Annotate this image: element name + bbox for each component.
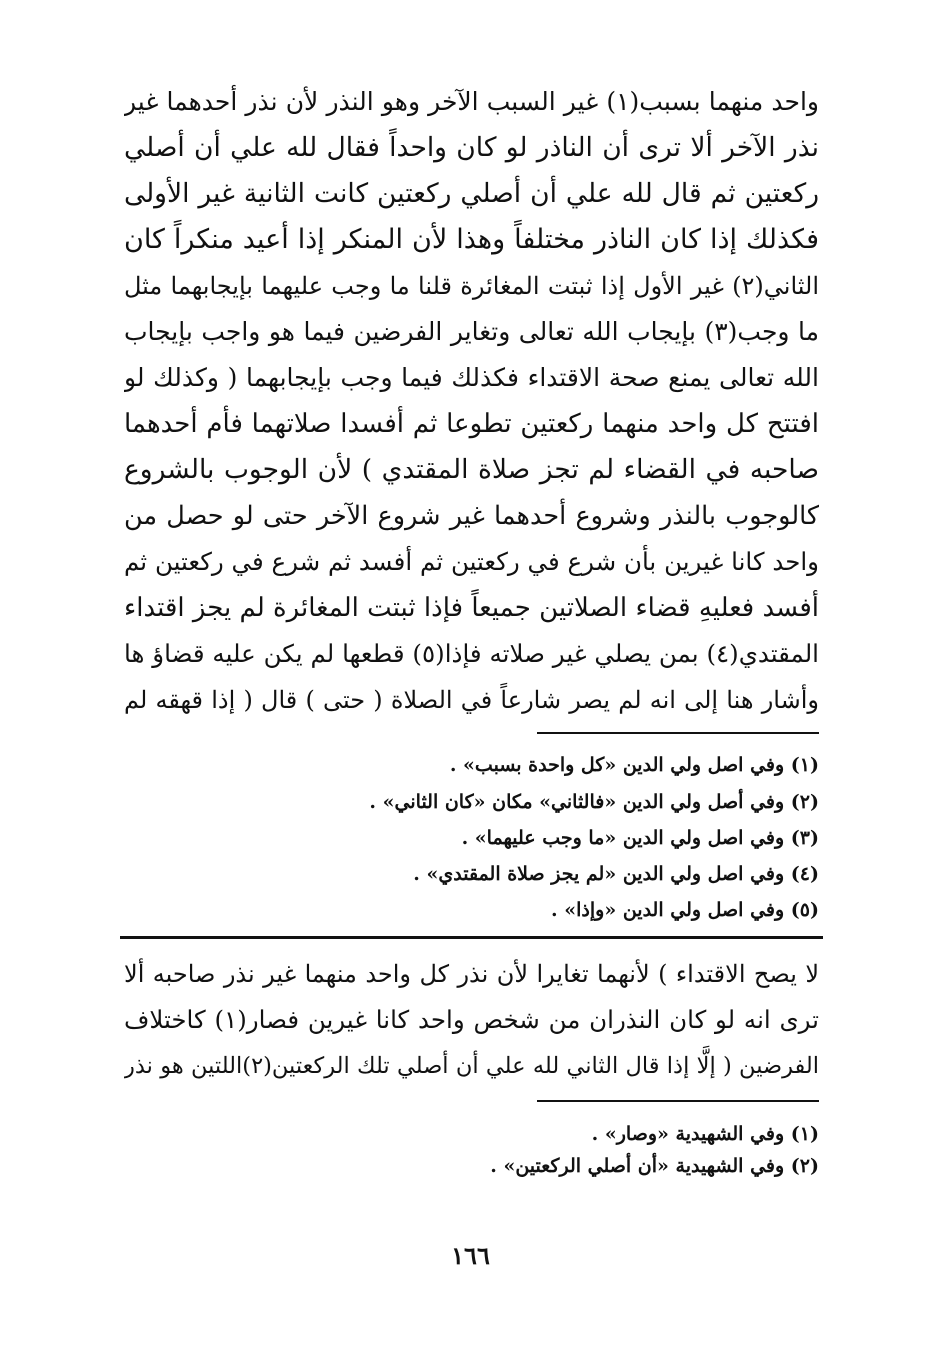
footnote: (٢) وفي الشهيدية «أن أصلي الركعتين» .: [490, 1155, 819, 1177]
footnote-separator: [537, 1100, 819, 1102]
footnote: (٣) وفي اصل ولي الدين «ما وجب عليهما» .: [461, 827, 819, 849]
section-divider: [120, 936, 823, 939]
commentary-text-line: الفرضين ( إلَّا إذا قال الثاني لله علي أن أصلي تلك الركعتين(٢)اللتين هو نذر: [124, 1053, 819, 1079]
main-text-line: ما وجب(٣) بإيجاب الله تعالى وتغاير الفرضين فيما هو واجب بإيجاب: [124, 317, 819, 346]
page-number: ١٦٦: [451, 1241, 490, 1270]
main-text-line: الله تعالى يمنع صحة الاقتداء فكذلك فيما وجب بإيجابهما ( وكذلك لو: [124, 363, 819, 392]
footnote-separator: [537, 732, 819, 734]
footnote: (١) وفي الشهيدية «وصار» .: [591, 1123, 819, 1145]
main-text-line: صاحبه في القضاء لم تجز صلاة المقتدي ) لأن الوجوب بالشروع: [124, 454, 819, 485]
commentary-text-line: لا يصح الاقتداء ) لأنهما تغايرا لأن نذر كل واحد منهما غير نذر صاحبه ألا: [124, 960, 819, 988]
main-text-line: واحد كانا غيرين بأن شرع في ركعتين ثم أفسد ثم شرع في ركعتين ثم: [124, 547, 819, 576]
main-text-line: فكذلك إذا كان الناذر مختلفاً وهذا لأن المنكر إذا أعيد منكراً كان: [124, 224, 819, 255]
footnote: (٢) وفي أصل ولي الدين «فالثاني» مكان «كان الثاني» .: [369, 791, 819, 813]
main-text-line: ركعتين ثم قال لله علي أن أصلي ركعتين كانت الثانية غير الأولى: [124, 178, 819, 209]
commentary-text-line: ترى انه لو كان النذران من شخص واحد كانا غيرين فصار(١) كاختلاف: [124, 1005, 819, 1034]
footnote: (٥) وفي اصل ولي الدين «وإذا» .: [551, 899, 819, 921]
main-text-line: افتتح كل واحد منهما ركعتين تطوعا ثم أفسدا صلاتهما فأم أحدهما: [124, 409, 819, 439]
main-text-line: كالوجوب بالنذر وشروع أحدهما غير شروع الآخر حتى لو حصل من: [124, 501, 819, 531]
footnote: (٤) وفي اصل ولي الدين «لم يجز صلاة المقتدي» .: [413, 863, 819, 885]
main-text-line: الثاني(٢) غير الأول إذا ثبتت المغائرة قلنا ما وجب عليهما بإيجابهما مثل: [124, 272, 819, 300]
main-text-line: أفسد فعليهِ قضاء الصلاتين جميعاً فإذا ثبتت المغائرة لم يجز اقتداء: [124, 593, 819, 623]
main-text-line: نذر الآخر ألا ترى أن الناذر لو كان واحداً فقال لله علي أن أصلي: [124, 132, 819, 163]
footnote: (١) وفي اصل ولي الدين «كل واحدة بسبب» .: [449, 754, 819, 776]
main-text-line: واحد منهما بسبب(١) غير السبب الآخر وهو النذر لأن نذر أحدهما غير: [124, 87, 819, 116]
main-text-line: المقتدي(٤) بمن يصلي غير صلاته فإذا(٥) قطعها لم يكن عليه قضاؤ ها: [124, 639, 819, 668]
main-text-line: وأشار هنا إلى انه لم يصر شارعاً في الصلاة ( حتى ) قال ( إذا قهقه لم: [124, 686, 819, 714]
